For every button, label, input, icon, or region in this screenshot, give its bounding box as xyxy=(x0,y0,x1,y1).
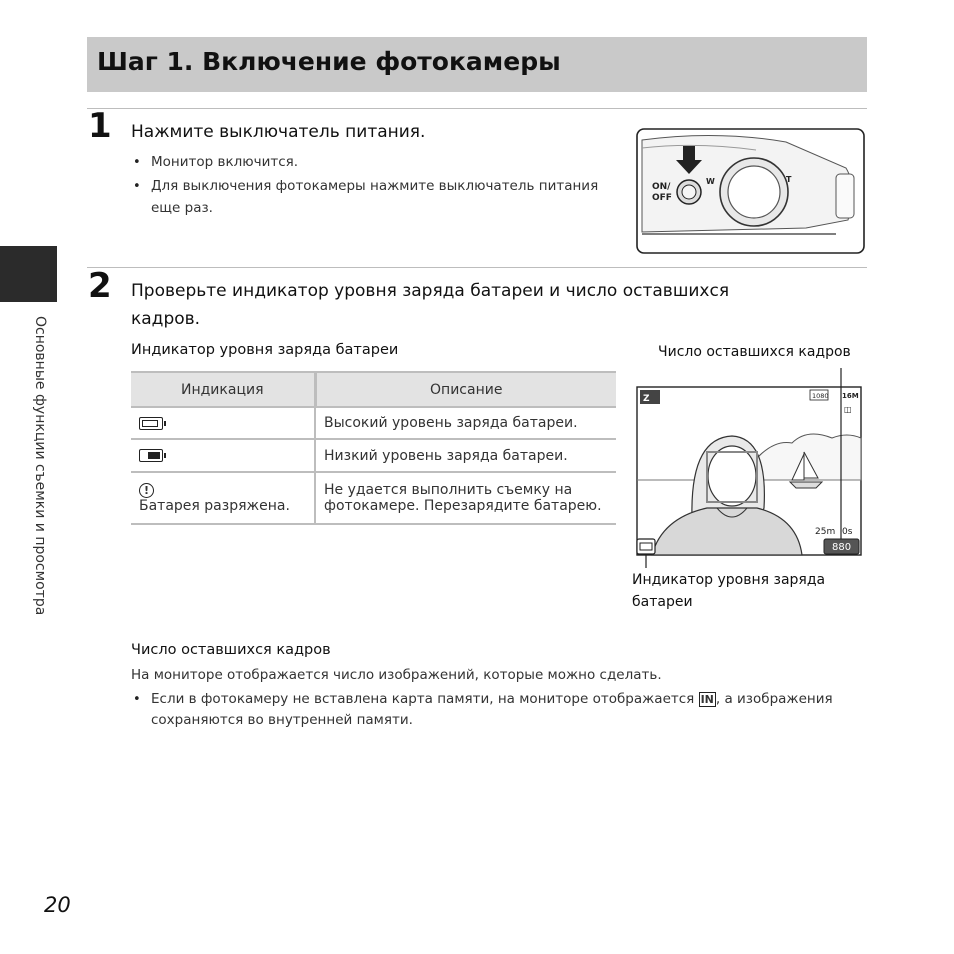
svg-text:Z: Z xyxy=(643,394,650,404)
on-off-label: ON/ xyxy=(652,182,671,192)
table-row xyxy=(131,439,616,472)
frames-description: На мониторе отображается число изображений, которые можно сделать. xyxy=(131,667,662,683)
frames-callout-label: Число оставшихся кадров xyxy=(658,344,851,360)
zoom-t-label: T xyxy=(786,175,792,184)
column-header: Индикация xyxy=(131,372,315,407)
divider xyxy=(87,108,867,109)
on-off-label: OFF xyxy=(652,193,672,203)
svg-text:◫: ◫ xyxy=(844,405,852,414)
camera-top-illustration xyxy=(636,128,866,254)
description-line: фотокамере. Перезарядите батарею. xyxy=(324,498,602,514)
bullet-icon: • xyxy=(133,155,141,170)
image-size-readout: 16M xyxy=(842,392,859,400)
table-row xyxy=(131,472,616,524)
bullet-icon: • xyxy=(133,692,141,707)
list-item: еще раз. xyxy=(151,200,213,216)
bullet-text: , а изображения xyxy=(715,691,833,707)
list-item: Монитор включится. xyxy=(151,154,299,170)
bullet-text: Если в фотокамеру не вставлена карта памяти, на мониторе отображается xyxy=(151,691,695,707)
table-cell xyxy=(315,472,616,524)
battery-heading: Индикатор уровня заряда батареи xyxy=(131,342,399,358)
step-number: 1 xyxy=(88,106,112,146)
bullet-icon: • xyxy=(133,179,141,194)
time-readout: 0s xyxy=(842,527,853,537)
internal-memory-icon: IN xyxy=(700,693,714,706)
table-header-row xyxy=(131,372,616,407)
divider xyxy=(87,267,867,268)
list-item: Для выключения фотокамеры нажмите выключатель питания xyxy=(151,178,599,194)
step-title: Проверьте индикатор уровня заряда батареи и число оставшихся xyxy=(131,281,730,301)
battery-low-icon xyxy=(139,449,163,462)
battery-callout-label: Индикатор уровня заряда xyxy=(632,572,826,588)
battery-callout-label: батареи xyxy=(632,594,693,610)
table-cell xyxy=(131,407,315,439)
exclamation-icon: ! xyxy=(139,483,154,498)
list-item: сохраняются во внутренней памяти. xyxy=(151,712,413,728)
monitor-screen-illustration xyxy=(632,368,864,568)
page-title: Шаг 1. Включение фотокамеры xyxy=(97,47,561,76)
table-cell: Низкий уровень заряда батареи. xyxy=(315,439,616,472)
zoom-w-label: W xyxy=(706,177,715,186)
description-line: Не удается выполнить съемку на xyxy=(324,482,573,498)
frames-heading: Число оставшихся кадров xyxy=(131,642,331,658)
table-cell xyxy=(131,439,315,472)
step-title: кадров. xyxy=(131,309,201,329)
battery-table xyxy=(131,371,616,525)
table-cell xyxy=(131,472,315,524)
column-header: Описание xyxy=(315,372,616,407)
page-number: 20 xyxy=(44,893,71,917)
zoom-readout: 25m xyxy=(815,527,836,537)
section-label: Основные функции съемки и просмотра xyxy=(32,316,48,616)
section-tab xyxy=(0,246,57,302)
battery-full-icon xyxy=(139,417,163,430)
battery-status-text: Батарея разряжена. xyxy=(139,498,290,514)
resolution-readout: 1080 xyxy=(812,392,829,400)
step-title: Нажмите выключатель питания. xyxy=(131,122,426,142)
table-cell: Высокий уровень заряда батареи. xyxy=(315,407,616,439)
step-number: 2 xyxy=(88,266,112,306)
list-item xyxy=(151,691,833,707)
frames-remaining-readout: 880 xyxy=(832,542,852,553)
table-row xyxy=(131,407,616,439)
